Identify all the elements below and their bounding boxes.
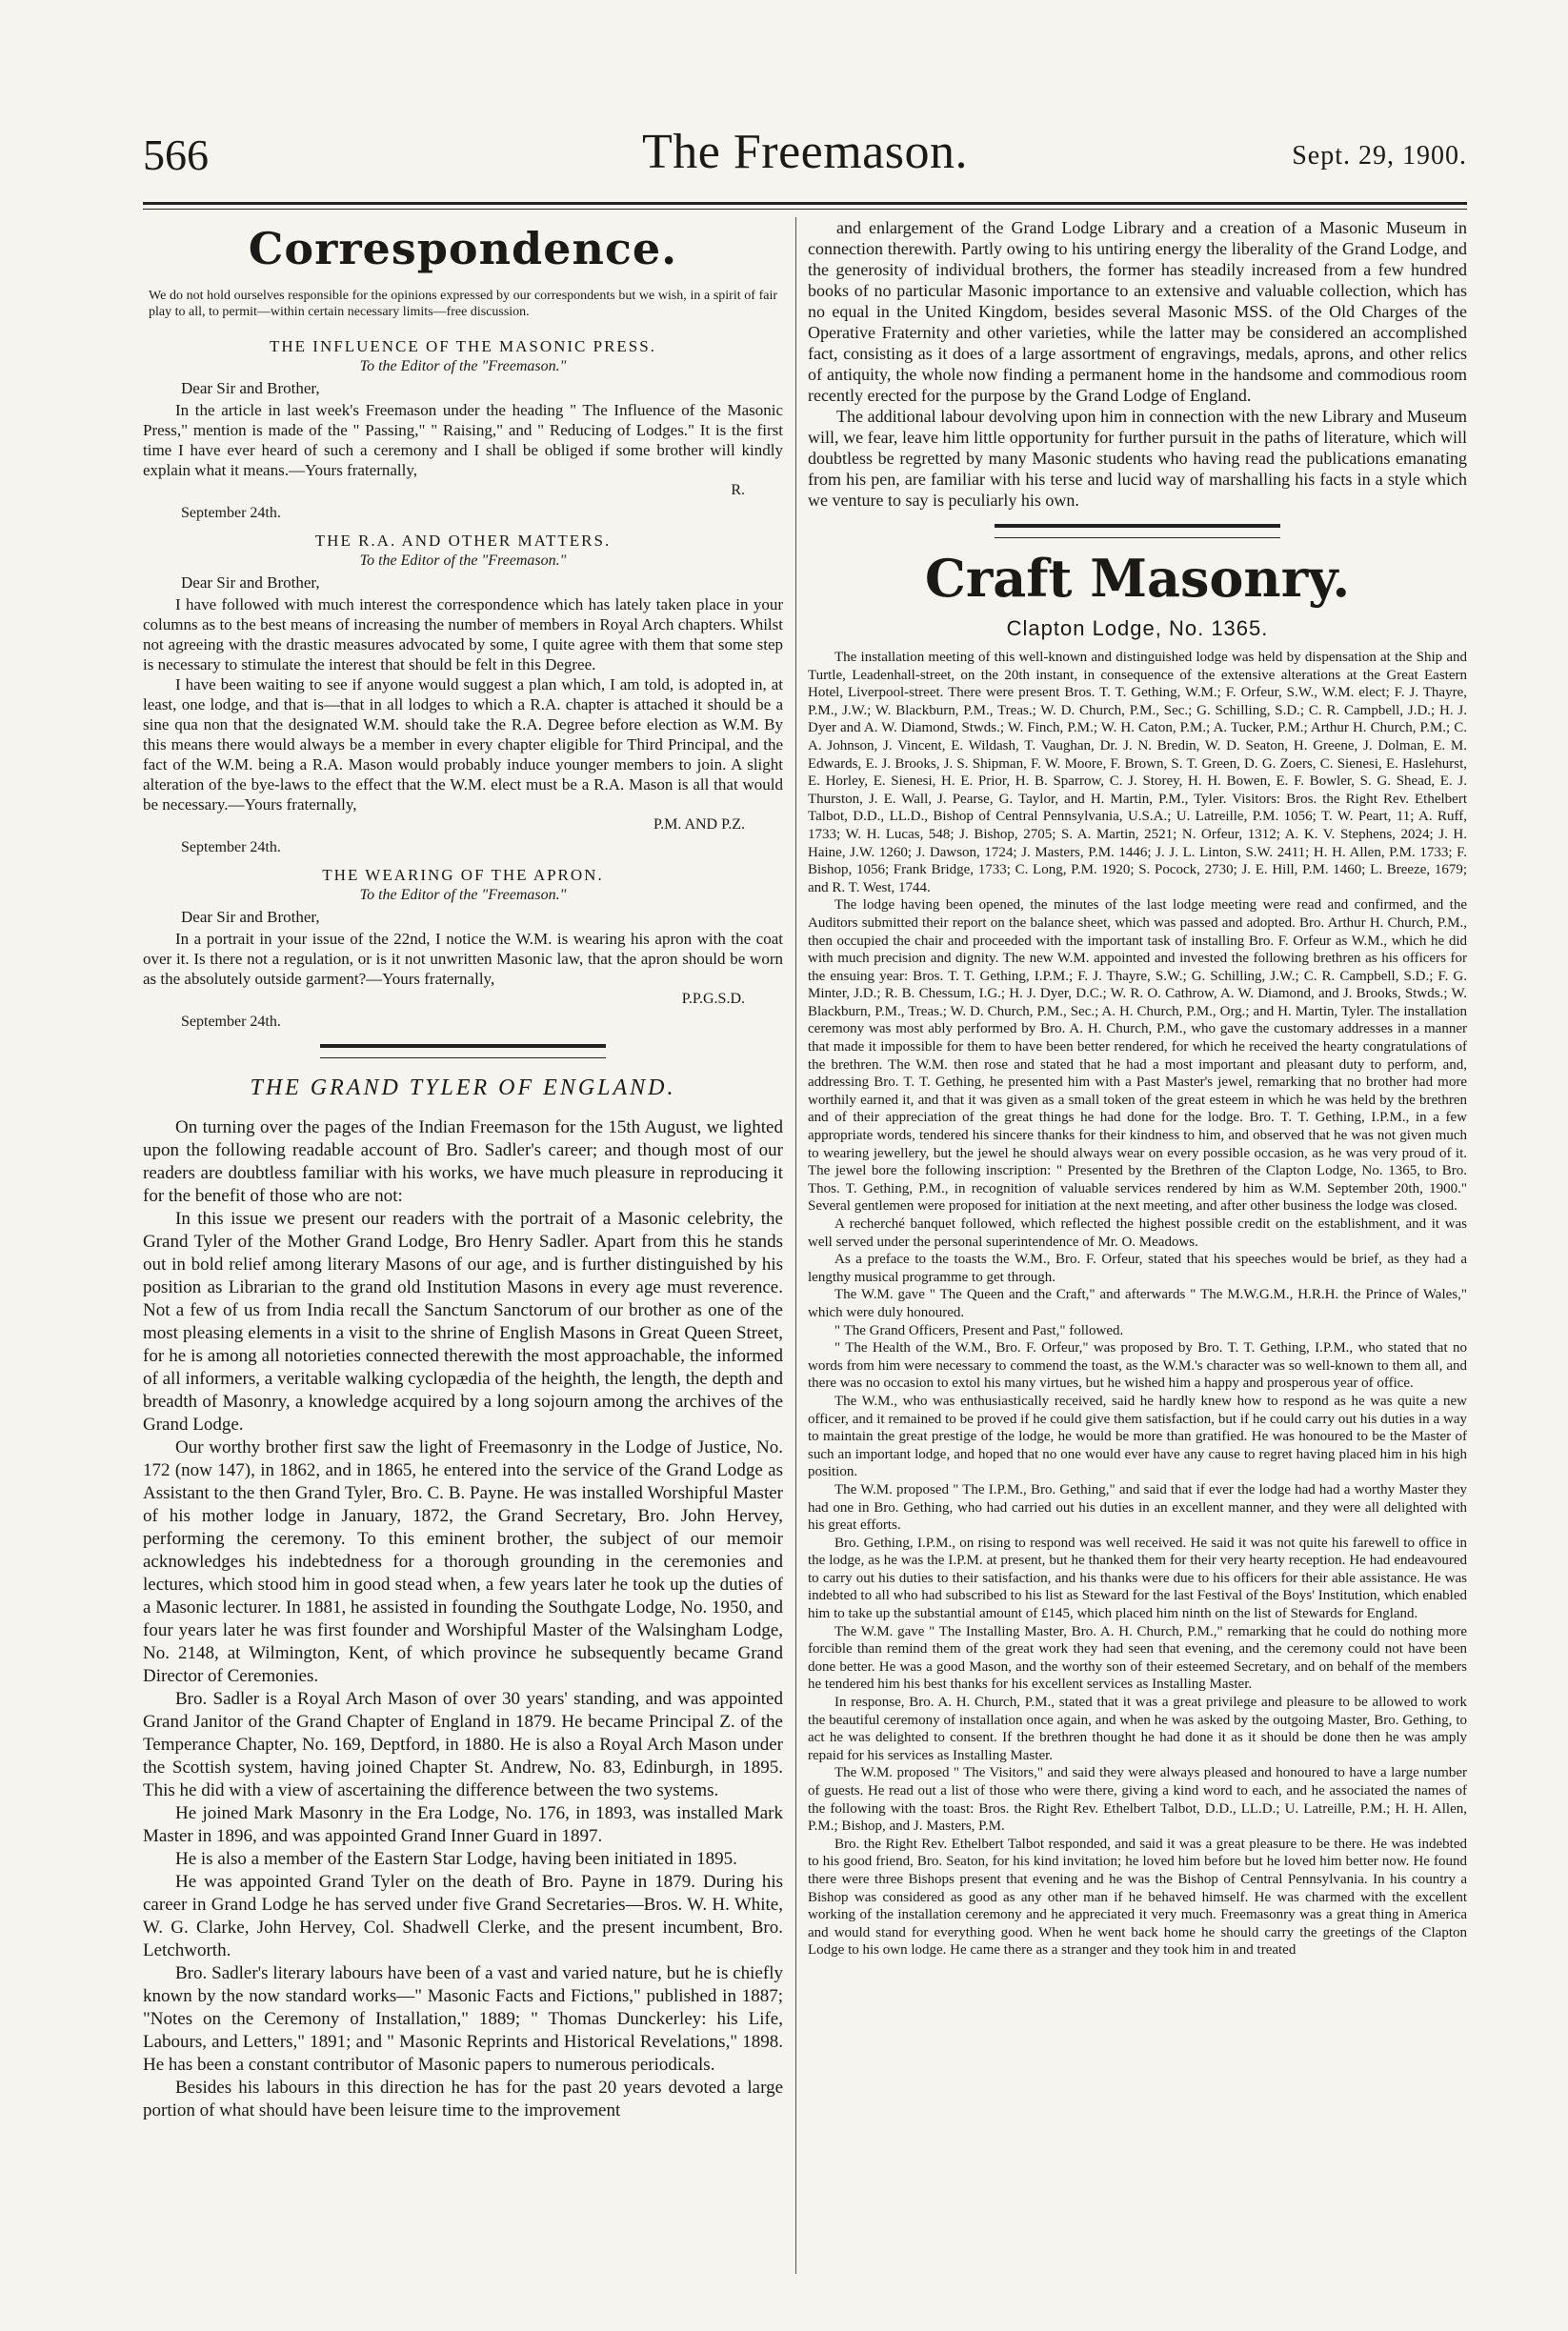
letter-title: THE WEARING OF THE APRON. [322, 866, 604, 884]
letter-title: THE INFLUENCE OF THE MASONIC PRESS. [270, 337, 656, 355]
letter-date: September 24th. [181, 839, 281, 855]
report-paragraph: The W.M. proposed " The I.P.M., Bro. Gething," and said that if ever the lodge had had a worthy Master they had one in Bro. Gething, who had carried out his duties in an excellent manner, and they were all delighted with his great efforts. [808, 1481, 1467, 1534]
article-continuation-paragraph: and enlargement of the Grand Lodge Library and a creation of a Masonic Museum in connection therewith. Partly owing to his untiring energy the liberality of the Grand Lodge, and the generosity of individual brothers, the former has steadily increased from a few hundred books of no particular Masonic importance to an extensive and valuable collection, which has no equal in the United Kingdom, besides several Masonic MSS. of the Old Charges of the Operative Fraternity and other varieties, while the latter may be considered an accomplished fact, consisting as it does of a large assortment of engravings, medals, aprons, and other relics of antiquity, the whole now finding a permanent home in the handsome and commodious room recently erected for the purpose by the Grand Lodge of England. [808, 218, 1467, 405]
report-paragraph: " The Grand Officers, Present and Past," followed. [834, 1322, 1124, 1338]
letter-addressee: To the Editor of the "Freemason." [359, 553, 567, 569]
letter-paragraph: In a portrait in your issue of the 22nd, I notice the W.M. is wearing his apron with the coat over it. Is there not a regulation, or is it not unwritten Masonic law, that the apron should be worn as the absolutely outside garment?—Yours fraternally, [143, 930, 783, 988]
right-column [808, 217, 1467, 2293]
article-paragraph: He joined Mark Masonry in the Era Lodge, No. 176, in 1893, was installed Mark Master in 1896, and was appointed Grand Inner Guard in 1897. [143, 1803, 783, 1846]
letter [143, 532, 783, 856]
article-title: THE GRAND TYLER OF ENGLAND. [250, 1075, 676, 1100]
journal-title: The Freemason. [641, 125, 968, 179]
article-paragraph: Our worthy brother first saw the light of Freemasonry in the Lodge of Justice, No. 172 (now 147), in 1862, and in 1865, he entered into the service of the Grand Lodge as Assistant to the then Grand Tyler, Bro. C. B. Payne. He was installed Worshipful Master of his mother lodge in January, 1872, the Grand Secretary, Bro. John Hervey, performing the ceremony. To this eminent brother, the subject of our memoir acknowledges his indebtedness for a thorough grounding in the ceremonies and lectures, which stood him in good stead when, a few years later he took up the duties of a Masonic lecturer. In 1881, he assisted in founding the Southgate Lodge, No. 1950, and four years later he was first founder and Worshipful Master of the Walsingham Lodge, No. 2148, at Wilmington, Kent, of which province he subsequently became Grand Director of Ceremonies. [143, 1437, 783, 1686]
issue-date: Sept. 29, 1900. [1292, 141, 1467, 171]
letter-addressee: To the Editor of the "Freemason." [359, 887, 567, 903]
report-paragraph: The installation meeting of this well-known and distinguished lodge was held by dispensation at the Ship and Turtle, Leadenhall-street, on the 20th instant, in consequence of the extensive alterations at the Great Eastern Hotel, Liverpool-street. There were present Bros. T. T. Gething, W.M.; F. Orfeur, S.W., W.M. elect; F. J. Thayre, P.M., J.W.; W. Blackburn, P.M., Treas.; W. D. Church, P.M., Sec.; G. Schilling, S.D.; C. R. Campbell, J.D.; H. J. Dyer and A. W. Diamond, Stwds.; W. Finch, P.M.; W. H. Caton, P.M.; A. Tucker, P.M.; Arthur H. Church, P.M.; C. A. Johnson, J. Vincent, E. Wildash, T. Vaughan, Dr. J. N. Bredin, W. D. Seaton, H. Greene, J. Dolman, E. M. Edwards, E. J. Brooks, J. S. Shipman, F. W. Moore, F. Brown, S. T. Green, D. G. Zoers, C. Sienesi, E. Haslehurst, E. Horley, E. Sienesi, H. E. Prior, H. B. Sparrow, C. J. Storey, H. H. Bowen, E. F. Bowler, S. G. Shead, E. J. Thurston, J. E. Wall, J. Pearse, G. Taylor, and H. Martin, P.M., Tyler. Visitors: Bros. the Right Rev. Ethelbert Talbot, D.D., LL.D., Bishop of Central Pennsylvania, U.S.A.; U. Latreille, P.M. 1056; T. W. Peart, 11; A. Ruff, 1733; W. H. Lucas, 548; J. Bishop, 2705; S. A. Martin, 2521; N. Orfeur, 1312; A. K. V. Stephens, 2024; J. H. Haine, J.W. 1260; J. Dawson, 1724; J. Masters, P.M. 1446; J. J. L. Linton, S.W. 2411; H. H. Allen, P.M. 1733; F. Bishop, 1056; Frank Bridge, 1733; C. Long, P.M. 1920; S. Pocock, 2730; J. E. Hill, P.M. 1460; L. Breeze, 1679; and R. T. West, 1744. [808, 650, 1467, 895]
letter-title: THE R.A. AND OTHER MATTERS. [314, 532, 612, 550]
correspondence-heading: Correspondence. [248, 223, 678, 274]
article-paragraph: He is also a member of the Eastern Star Lodge, having been initiated in 1895. [175, 1849, 737, 1869]
letter-salutation: Dear Sir and Brother, [181, 379, 320, 397]
letter-signature: R. [731, 482, 745, 498]
masthead-rule [143, 202, 1467, 205]
article-continuation-paragraph: The additional labour devolving upon him in connection with the new Library and Museum will, we fear, leave him little opportunity for further pursuit in the paths of literature, which will doubtless be regretted by many Masonic students who having read the publications emanating from his pen, are familiar with his terse and lucid way of marshalling his facts in a style which we venture to say is peculiarly his own. [808, 407, 1467, 510]
masthead [143, 124, 1467, 200]
left-column [143, 217, 783, 2293]
lodge-report-title: Clapton Lodge, No. 1365. [1006, 616, 1269, 640]
masthead-rule-thin [143, 209, 1467, 210]
letter [143, 866, 783, 1031]
report-paragraph: As a preface to the toasts the W.M., Bro. F. Orfeur, stated that his speeches would be brief, as they had a lengthy musical programme to get through. [808, 1252, 1467, 1285]
letter-signature: P.P.G.S.D. [681, 991, 745, 1007]
report-paragraph: " The Health of the W.M., Bro. F. Orfeur," was proposed by Bro. T. T. Gething, I.P.M., who stated that no words from him were necessary to commend the toast, as the W.M.'s character was so well-known to them all, and there was no occasion to extol his many virtues, but he wished him a happy and prosperous year of office. [808, 1340, 1467, 1392]
report-paragraph: The W.M. gave " The Queen and the Craft," and afterwards " The M.W.G.M., H.R.H. the Prince of Wales," which were duly honoured. [808, 1287, 1467, 1320]
report-paragraph: The W.M. gave " The Installing Master, Bro. A. H. Church, P.M.," remarking that he could do nothing more forcible than remind them of the great work they had seen that evening, and the ceremony could not have been done better. He was a good Mason, and the worthy son of their esteemed Secretary, and on behalf of the members he tendered him his best thanks for his excellent services as Installing Master. [808, 1623, 1467, 1693]
letter-date: September 24th. [181, 505, 281, 521]
letter-paragraph: I have followed with much interest the correspondence which has lately taken place in your columns as to the best means of increasing the number of members in Royal Arch chapters. Whilst not agreeing with the drastic measures advocated by some, I quite agree with them that some step is necessary to stimulate the interest that should be felt in this Degree. [143, 595, 783, 673]
report-paragraph: A recherché banquet followed, which reflected the highest possible credit on the establishment, and it was well served under the personal superintendence of Mr. O. Meadows. [808, 1216, 1467, 1250]
report-paragraph: The W.M. proposed " The Visitors," and said they were always pleased and honoured to have a large number of guests. He read out a list of those who were there, giving a kind word to each, and he associated the names of the following with the toast: Bros. the Right Rev. Ethelbert Talbot, D.D., LL.D.; U. Latreille, P.M.; H. H. Allen, P.M.; Bishop, and J. Masters, P.M. [808, 1765, 1467, 1835]
article-paragraph: He was appointed Grand Tyler on the death of Bro. Payne in 1879. During his career in Grand Lodge he has served under five Grand Secretaries—Bros. W. H. White, W. G. Clarke, John Hervey, Col. Shadwell Clerke, and the present incumbent, Bro. Letchworth. [143, 1872, 783, 1960]
letter-salutation: Dear Sir and Brother, [181, 908, 320, 926]
article-paragraph: Bro. Sadler is a Royal Arch Mason of over 30 years' standing, and was appointed Grand Janitor of the Grand Chapter of England in 1879. He became Principal Z. of the Temperance Chapter, No. 169, Deptford, in 1880. He is also a Royal Arch Mason under the Scottish system, having joined Chapter St. Andrew, No. 83, Edinburgh, in 1895. This he did with a view of ascertaining the difference between the two systems. [143, 1689, 783, 1800]
letter-salutation: Dear Sir and Brother, [181, 573, 320, 592]
article-paragraph: Besides his labours in this direction he has for the past 20 years devoted a large portion of what should have been leisure time to the improvement [143, 2078, 783, 2120]
letter-signature: P.M. AND P.Z. [653, 816, 745, 833]
letter [143, 337, 783, 522]
editorial-disclaimer: We do not hold ourselves responsible for the opinions expressed by our correspondents but we wish, in a spirit of fair play to all, to permit—within certain necessary limits—free discussion. [149, 289, 777, 319]
page-number: 566 [143, 131, 209, 179]
section-rule-ornament [995, 524, 1280, 538]
letter-addressee: To the Editor of the "Freemason." [359, 358, 567, 374]
article-paragraph: In this issue we present our readers with the portrait of a Masonic celebrity, the Grand Tyler of the Mother Grand Lodge, Bro Henry Sadler. Apart from this he stands out in bold relief among literary Masons of our age, and is further distinguished by his position as Librarian to the grand old Institution Masons in every age must reverence. Not a few of us from India recall the Sanctum Sanctorum of our brother as one of the most pleasing elements in a visit to the shrine of English Masons in Great Queen Street, for he is among all notorieties connected therewith the most approachable, the informed of all informers, a veritable walking cyclopædia of the heighth, the length, the depth and breadth of Masonry, a knowledge acquired by a long sojourn among the archives of the Grand Lodge. [143, 1209, 783, 1435]
column-divider [795, 217, 796, 2274]
article-paragraph: On turning over the pages of the Indian Freemason for the 15th August, we lighted upon the following readable account of Bro. Sadler's career; and though most of our readers are doubtless familiar with his works, we have much pleasure in reproducing it for the benefit of those who are not: [143, 1117, 783, 1206]
letter-paragraph: In the article in last week's Freemason under the heading " The Influence of the Masonic Press," mention is made of the " Passing," " Raising," and " Reducing of Lodges." It is the first time I have ever heard of such a ceremony and I shall be obliged if some brother will kindly explain what it means.—Yours fraternally, [143, 401, 783, 479]
report-paragraph: Bro. Gething, I.P.M., on rising to respond was well received. He said it was not quite his farewell to office in the lodge, as he was the I.P.M. at present, but he thanked them for their very hearty reception. He had endeavoured to carry out his duties to their satisfaction, and his thanks were due to his officers for their able assistance. He was indebted to all who had subscribed to his list as Steward for the last Festival of the Boys' Institution, which enabled him to take up the substantial amount of £145, which placed him ninth on the list of Stewards for England. [808, 1535, 1467, 1622]
section-rule-ornament [320, 1044, 606, 1058]
letter-date: September 24th. [181, 1014, 281, 1030]
report-paragraph: The lodge having been opened, the minutes of the last lodge meeting were read and confirmed, and the Auditors submitted their report on the balance sheet, which was passed and adopted. Bro. Arthur H. Church, P.M., then occupied the chair and proceeded with the important task of installing Bro. F. Orfeur as W.M., which he did with much precision and dignity. The new W.M. appointed and invested the following brethren as his officers for the ensuing year: Bros. T. T. Gething, I.P.M.; F. J. Thayre, S.W.; G. Schilling, J.W.; C. R. Campbell, S.D.; F. G. Minter, J.D.; R. B. Chessum, I.G.; H. J. Dyer, D.C.; W. R. O. Cathrow, A. W. Diamond, and J. Brooks, Stwds.; W. Blackburn, P.M., Treas.; W. D. Church, P.M., Sec.; A. H. Church, P.M., Org.; and H. Martin, Tyler. The installation ceremony was most ably performed by Bro. A. H. Church, P.M., who gave the customary addresses in a manner that made it impossible for them to have been better rendered, for which he received the hearty congratulations of the brethren. The W.M. then rose and stated that he had a most important and pleasant duty to perform, and, addressing Bro. T. T. Gething, he presented him with a Past Master's jewel, remarking that no brother had more worthily earned it, and that it was given as a small token of the great esteem in which he was held by the brethren and of their appreciation of the great things he had done for the lodge. Bro. T. T. Gething, I.P.M., in a few appropriate words, tendered his sincere thanks for their kindness to him, and observed that he was not given much to wearing jewellery, but the jewel he should always wear on every possible occasion, as he was very proud of it. The jewel bore the following inscription: " Presented by the Brethren of the Clapton Lodge, No. 1365, to Bro. Thos. T. Gething, P.M., in recognition of valuable services rendered by him as W.M. September 20th, 1900." Several gentlemen were proposed for initiation at the next meeting, and after other business the lodge was closed. [808, 897, 1467, 1215]
craft-masonry-heading: Craft Masonry. [924, 548, 1351, 609]
report-paragraph: The W.M., who was enthusiastically received, said he hardly knew how to respond as he was quite a new officer, and it remained to be proved if he could give them satisfaction, but if he could carry out his duties in a way to maintain the great prestige of the lodge, he would be more than gratified. He was honoured to be the Master of such an important lodge, and hoped that no one would ever have any cause to regret having placed him in his high position. [808, 1393, 1467, 1480]
report-paragraph: In response, Bro. A. H. Church, P.M., stated that it was a great privilege and pleasure to be allowed to work the beautiful ceremony of installation once again, and when he was asked by the outgoing Master, Bro. Gething, to act he was delighted to consent. If the brethren thought he had done it as it should be done then he was amply repaid for his services as Installing Master. [808, 1695, 1467, 1763]
letter-paragraph: I have been waiting to see if anyone would suggest a plan which, I am told, is adopted in, at least, one lodge, and that is—that in all lodges to which a R.A. chapter is attached it should be a sine qua non that the designated W.M. should take the R.A. Degree before election as W.M. By this means there would always be a member in every chapter eligible for Third Principal, and the fact of the W.M. being a R.A. Mason would probably induce younger members to join. A slight alteration of the bye-laws to the effect that the W.M. elect must be a R.A. Mason is all that would be necessary.—Yours fraternally, [143, 675, 783, 814]
article-paragraph: Bro. Sadler's literary labours have been of a vast and varied nature, but he is chiefly known by the now standard works—" Masonic Facts and Fictions," published in 1887; "Notes on the Ceremony of Installation," 1889; " Thomas Dunckerley: his Life, Labours, and Letters," 1891; and " Masonic Reprints and Historical Revelations," 1898. He has been a constant contributor of Masonic papers to numerous periodicals. [143, 1963, 783, 2075]
report-paragraph: Bro. the Right Rev. Ethelbert Talbot responded, and said it was a great pleasure to be there. He was indebted to his good friend, Bro. Seaton, for his kind invitation; he loved him before but he loved him better now. He found there were three Bishops present that evening and he was the Bishop of Central Pennsylvania. In his country a Bishop was considered as good as any other man if he behaved himself. He was charmed with the excellent working of the installation ceremony and he appreciated it very much. Freemasonry was a great thing in America and would stand for everything good. When he went back home he should carry the greetings of the Clapton Lodge to his own lodge. He came there as a stranger and they took him in and treated [808, 1836, 1467, 1959]
